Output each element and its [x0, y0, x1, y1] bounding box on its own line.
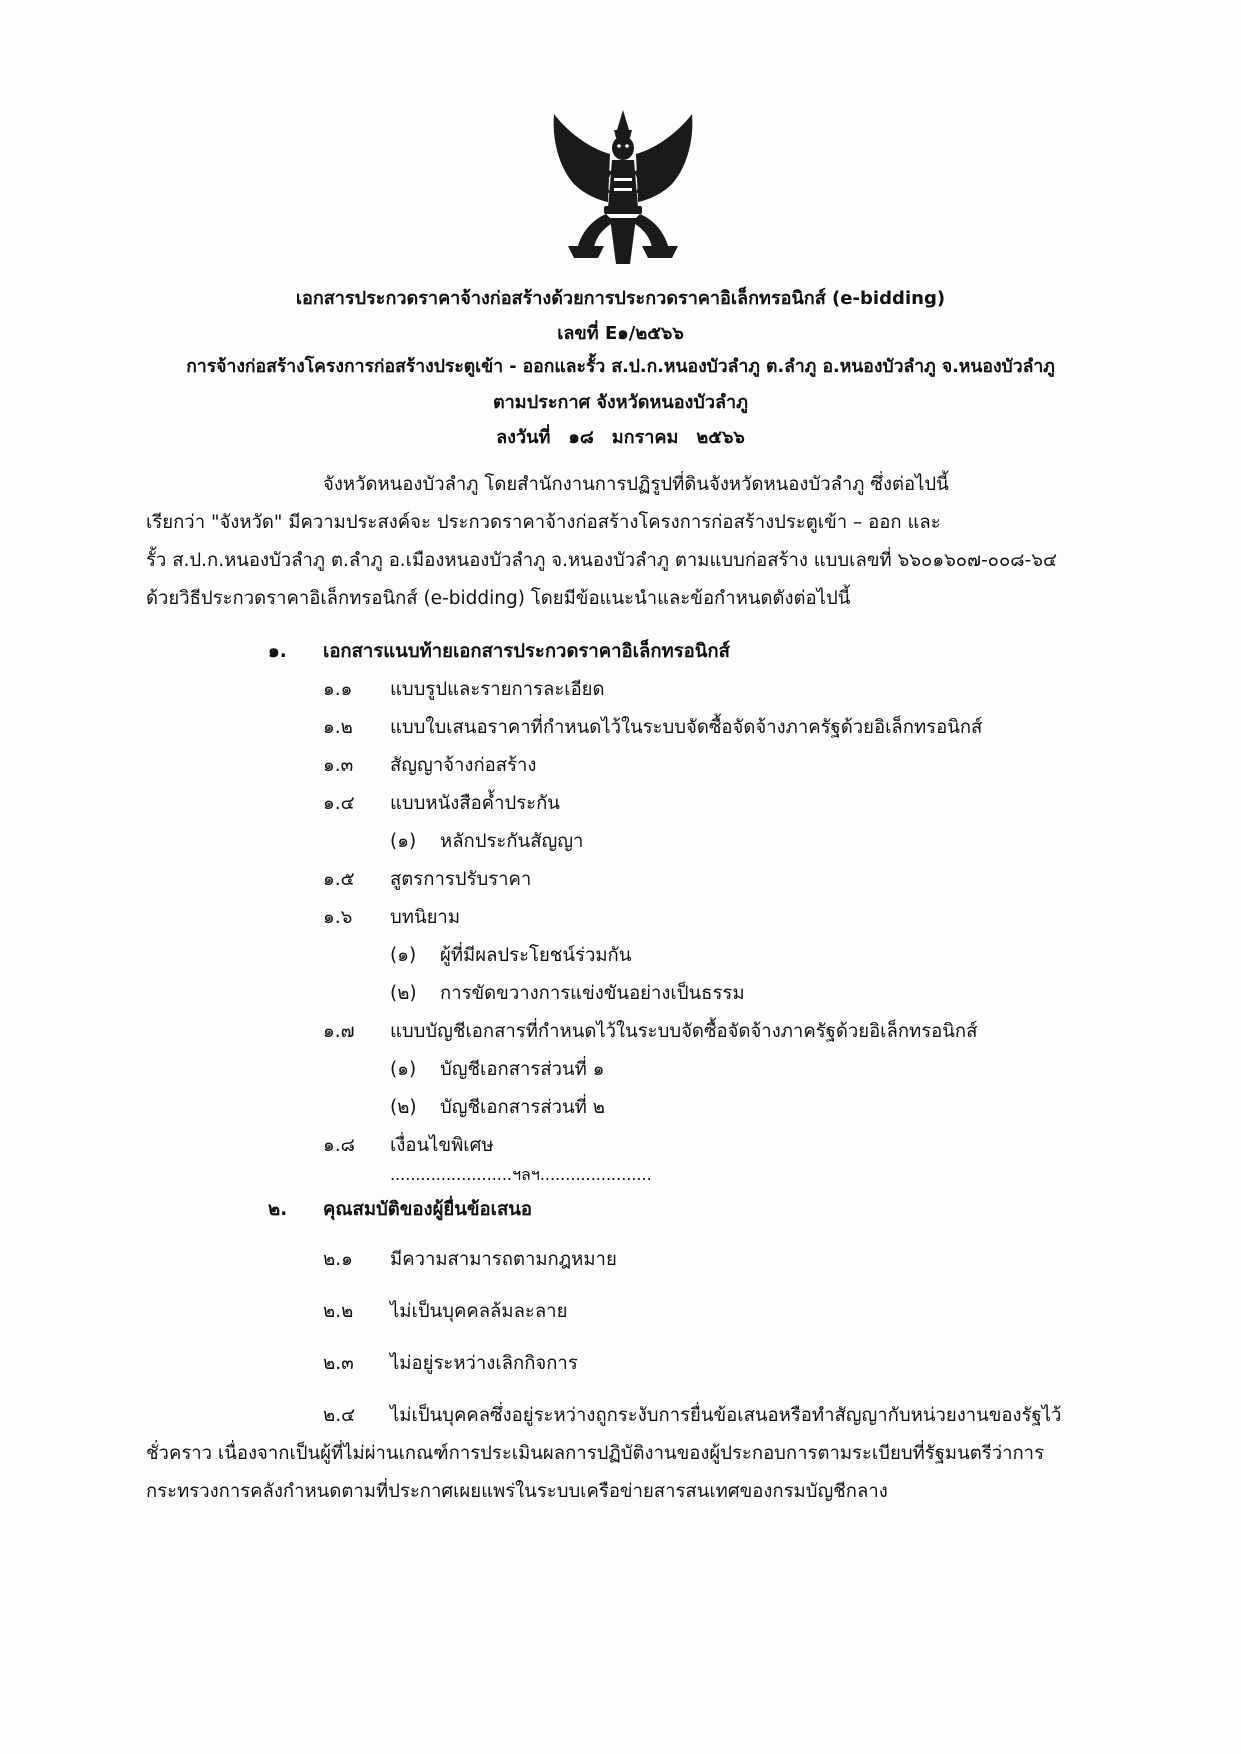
list-item-number: ๑.๑: [323, 679, 353, 700]
list-item-text: สัญญาจ้างก่อสร้าง: [390, 755, 537, 776]
sub-item-number: (๒): [390, 1097, 417, 1118]
garuda-emblem-icon: [548, 108, 698, 268]
document-title: เอกสารประกวดราคาจ้างก่อสร้างด้วยการประกวดราคาอิเล็กทรอนิกส์ (e-bidding): [295, 288, 946, 309]
sub-item-number: (๑): [390, 831, 417, 852]
list-item-number: ๑.๖: [323, 907, 353, 928]
sub-item-text: บัญชีเอกสารส่วนที่ ๑: [440, 1059, 605, 1080]
list-item-number: ๑.๓: [323, 755, 354, 776]
list-item-text: แบบรูปและรายการละเอียด: [390, 679, 605, 700]
sub-item-text: หลักประกันสัญญา: [440, 831, 584, 852]
list-item-number: ๒.๓: [323, 1353, 354, 1374]
list-item-text: มีความสามารถตามกฎหมาย: [390, 1249, 617, 1270]
document-number: เลขที่ E๑/๒๕๖๖: [557, 323, 684, 344]
etc-marker: ........................ฯลฯ......................: [390, 1165, 652, 1184]
paragraph-line: ไม่เป็นบุคคลซึ่งอยู่ระหว่างถูกระงับการยื่นข้อเสนอหรือทำสัญญากับหน่วยงานของรัฐไว้: [390, 1405, 1062, 1426]
sub-item-text: การขัดขวางการแข่งขันอย่างเป็นธรรม: [440, 983, 745, 1004]
section-2-title: คุณสมบัติของผู้ยื่นข้อเสนอ: [323, 1199, 533, 1220]
paragraph-line: กระทรวงการคลังกำหนดตามที่ประกาศเผยแพร่ในระบบเครือข่ายสารสนเทศของกรมบัญชีกลาง: [146, 1481, 888, 1502]
section-2-number: ๒.: [268, 1199, 288, 1220]
sub-item-text: ผู้ที่มีผลประโยชน์ร่วมกัน: [440, 945, 632, 966]
sub-item-number: (๑): [390, 945, 417, 966]
list-item-text: แบบบัญชีเอกสารที่กำหนดไว้ในระบบจัดซื้อจัดจ้างภาครัฐด้วยอิเล็กทรอนิกส์: [390, 1021, 978, 1042]
project-title: การจ้างก่อสร้างโครงการก่อสร้างประตูเข้า - ออกและรั้ว ส.ป.ก.หนองบัวลำภู ต.ลำภู อ.หนองบัวลำภู จ.หนองบัวลำภู: [186, 357, 1055, 377]
list-item-number: ๒.๒: [323, 1301, 354, 1322]
list-item-text: บทนิยาม: [390, 907, 461, 928]
date-day: ๑๘: [568, 427, 594, 448]
list-item-text: เงื่อนไขพิเศษ: [390, 1135, 494, 1156]
announcement-date: [0, 422, 1241, 451]
list-item-text: ไม่เป็นบุคคลล้มละลาย: [390, 1301, 568, 1322]
list-item-number: ๒.๔: [323, 1405, 356, 1426]
intro-line-3: รั้ว ส.ป.ก.หนองบัวลำภู ต.ลำภู อ.เมืองหนองบัวลำภู จ.หนองบัวลำภู ตามแบบก่อสร้าง แบบเลขที่ ๖๖๐๑๖๐๗-๐๐๘-๖๔: [146, 550, 1057, 571]
date-month: มกราคม: [611, 427, 679, 448]
date-prefix: ลงวันที่: [496, 427, 551, 448]
date-year: ๒๕๖๖: [696, 427, 745, 448]
sub-item-number: (๑): [390, 1059, 417, 1080]
list-item-text: แบบหนังสือค้ำประกัน: [390, 793, 560, 814]
paragraph-line: ชั่วคราว เนื่องจากเป็นผู้ที่ไม่ผ่านเกณฑ์การประเมินผลการปฏิบัติงานของผู้ประกอบการตามระเบียบที่รัฐมนตรีว่าการ: [146, 1443, 1044, 1464]
list-item-text: สูตรการปรับราคา: [390, 869, 532, 890]
list-item-text: แบบใบเสนอราคาที่กำหนดไว้ในระบบจัดซื้อจัดจ้างภาครัฐด้วยอิเล็กทรอนิกส์: [390, 717, 983, 738]
intro-line-4: ด้วยวิธีประกวดราคาอิเล็กทรอนิกส์ (e-bidding) โดยมีข้อแนะนำและข้อกำหนดดังต่อไปนี้: [146, 588, 851, 609]
list-item-number: ๑.๒: [323, 717, 353, 738]
list-item-text: ไม่อยู่ระหว่างเลิกกิจการ: [390, 1353, 578, 1374]
intro-line-2: เรียกว่า "จังหวัด" มีความประสงค์จะ ประกวดราคาจ้างก่อสร้างโครงการก่อสร้างประตูเข้า – ออก และ: [146, 512, 941, 533]
section-1-number: ๑.: [268, 641, 287, 662]
list-item-number: ๑.๔: [323, 793, 355, 814]
list-item-number: ๑.๕: [323, 869, 355, 890]
sub-item-number: (๒): [390, 983, 417, 1004]
list-item-number: ๑.๗: [323, 1021, 355, 1042]
list-item-number: ๑.๘: [323, 1135, 355, 1156]
section-1-title: เอกสารแนบท้ายเอกสารประกวดราคาอิเล็กทรอนิกส์: [323, 641, 730, 662]
intro-line-1: จังหวัดหนองบัวลำภู โดยสำนักงานการปฏิรูปที่ดินจังหวัดหนองบัวลำภู ซึ่งต่อไปนี้: [323, 474, 949, 495]
list-item-number: ๒.๑: [323, 1249, 353, 1270]
sub-item-text: บัญชีเอกสารส่วนที่ ๒: [440, 1097, 605, 1118]
announcement-reference: ตามประกาศ จังหวัดหนองบัวลำภู: [492, 392, 749, 413]
